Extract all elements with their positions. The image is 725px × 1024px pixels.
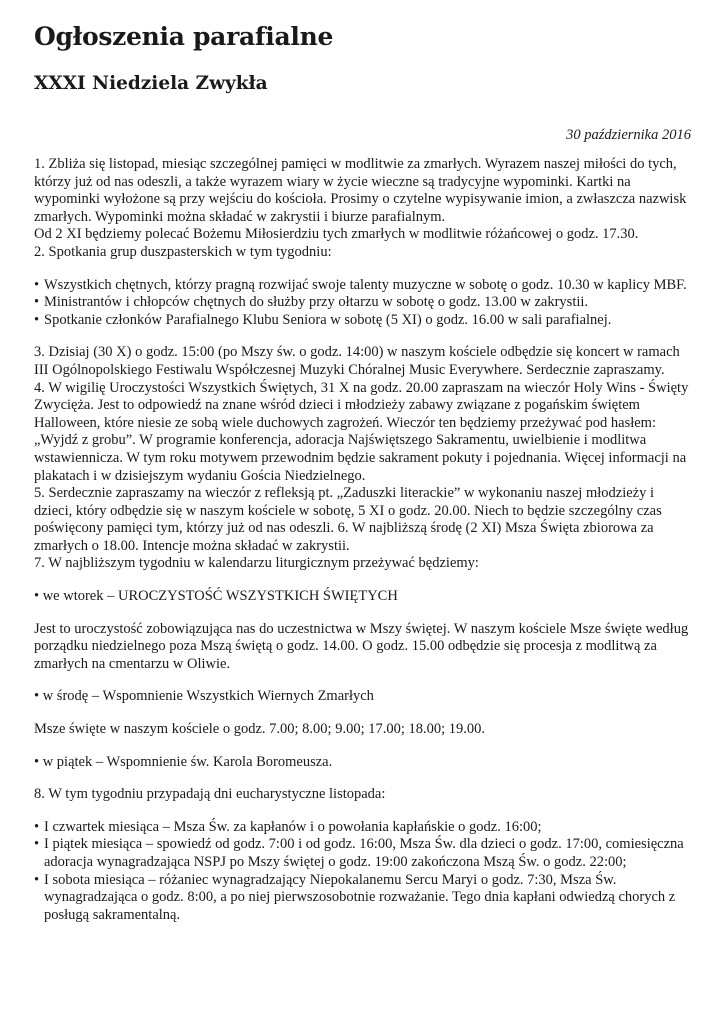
- announcement-5: 5. Serdecznie zapraszamy na wieczór z refleksją pt. „Zaduszki literackie” w wykonaniu naszej młodzieży i dzieci, który odbędzie się w naszym kościele w sobotę, 5 XI o godz. 20.00. Niech to będzie szczególny czas poświęcony pamięci tym, którzy już od nas odeszli. 6. W najbliższą środę (2 XI) Msza Święta zbiorowa za zmarłych o 18.00. Intencje można składać w zakrystii.: [34, 485, 662, 554]
- announcement-1: 1. Zbliża się listopad, miesiąc szczególnej pamięci w modlitwie za zmarłych. Wyrazem naszej miłości do tych, którzy już od nas odeszli, a także wyrazem wiary w życie wieczne są tradycyjne wypominki. Kartki na wypominki wyłożone są przy wejściu do kościoła. Prosimy o czytelne wypisywanie imion, a zwłaszcza nazwisk zmarłych. Wypominki można składać w zakrystii i biurze parafialnym.: [34, 156, 687, 225]
- list-item: • Ministrantów i chłopców chętnych do służby przy ołtarzu w sobotę o godz. 13.00 w zakrystii.: [34, 294, 691, 312]
- list-item: • Wszystkich chętnych, którzy pragną rozwijać swoje talenty muzyczne w sobotę o godz. 10.30 w kaplicy MBF.: [34, 277, 691, 295]
- list-item: • I sobota miesiąca – różaniec wynagradzający Niepokalanemu Sercu Maryi o godz. 7:30, Msza Św. wynagradzająca o godz. 8:00, a po niej pierwszosobotnie rozważanie. Tego dnia kapłani odwiedzą chorych z posługą sakramentalną.: [34, 872, 691, 925]
- announcements-body: [34, 156, 691, 924]
- announcement-7: 7. W najbliższym tygodniu w kalendarzu liturgicznym przeżywać będziemy:: [34, 555, 479, 572]
- groups-list: [34, 277, 691, 330]
- publication-date: 30 października 2016: [566, 127, 691, 143]
- liturgy-tuesday: • we wtorek – UROCZYSTOŚĆ WSZYSTKICH ŚWIĘTYCH: [34, 588, 398, 605]
- list-item: • I piątek miesiąca – spowiedź od godz. 7:00 i od godz. 16:00, Msza Św. dla dzieci o godz. 17:00, comiesięczna adoracja wynagradzająca NSPJ po Mszy świętej o godz. 19:00 zakończona Mszą Św. o godz. 22:00;: [34, 836, 691, 871]
- list-item: • Spotkanie członków Parafialnego Klubu Seniora w sobotę (5 XI) o godz. 16.00 w sali parafialnej.: [34, 312, 691, 330]
- page-title: Ogłoszenia parafialne: [34, 22, 334, 51]
- liturgy-friday: • w piątek – Wspomnienie św. Karola Boromeusza.: [34, 753, 333, 770]
- announcement-4: 4. W wigilię Uroczystości Wszystkich Świętych, 31 X na godz. 20.00 zapraszam na wieczór Holy Wins - Święty Zwycięża. Jest to odpowiedź na znane wśród dzieci i młodzieży zabawy związane z pogańskim świętem Halloween, które niesie ze sobą wiele duchowych zagrożeń. Wieczór ten będziemy przeżywać pod hasłem: „Wyjdź z grobu”. W programie konferencja, adoracja Najświętszego Sakramentu, uwielbienie i modlitwa wstawiennicza. W tym roku motywem przewodnim będzie sakrament pokuty i pojednania. Więcej informacji na plakatach i w dzisiejszym wydaniu Gościa Niedzielnego.: [34, 379, 689, 484]
- liturgy-wednesday-details: Msze święte w naszym kościele o godz. 7.00; 8.00; 9.00; 17.00; 18.00; 19.00.: [34, 721, 486, 738]
- eucharistic-days-list: [34, 819, 691, 925]
- announcement-2: 2. Spotkania grup duszpasterskich w tym tygodniu:: [34, 243, 332, 260]
- page-subtitle: XXXI Niedziela Zwykła: [34, 73, 268, 94]
- liturgy-wednesday: • w środę – Wspomnienie Wszystkich Wiernych Zmarłych: [34, 688, 374, 705]
- announcement-8: 8. W tym tygodniu przypadają dni eucharystyczne listopada:: [34, 786, 386, 803]
- announcement-3: 3. Dzisiaj (30 X) o godz. 15:00 (po Mszy św. o godz. 14:00) w naszym kościele odbędzie się koncert w ramach III Ogólnopolskiego Festiwalu Współczesnej Muzyki Chóralnej Music Everywhere. Serdecznie zapraszamy.: [34, 344, 680, 378]
- list-item: • I czwartek miesiąca – Msza Św. za kapłanów i o powołania kapłańskie o godz. 16:00;: [34, 819, 691, 837]
- liturgy-tuesday-details: Jest to uroczystość zobowiązująca nas do uczestnictwa w Mszy świętej. W naszym kościele Msze święte według porządku niedzielnego poza Mszą świętą o godz. 14.00. O godz. 15.00 odbędzie się procesja z modlitwą za zmarłych na cmentarzu w Oliwie.: [34, 620, 689, 672]
- announcement-1-continued: Od 2 XI będziemy polecać Bożemu Miłosierdziu tych zmarłych w modlitwie różańcowej o godz. 17.30.: [34, 226, 639, 243]
